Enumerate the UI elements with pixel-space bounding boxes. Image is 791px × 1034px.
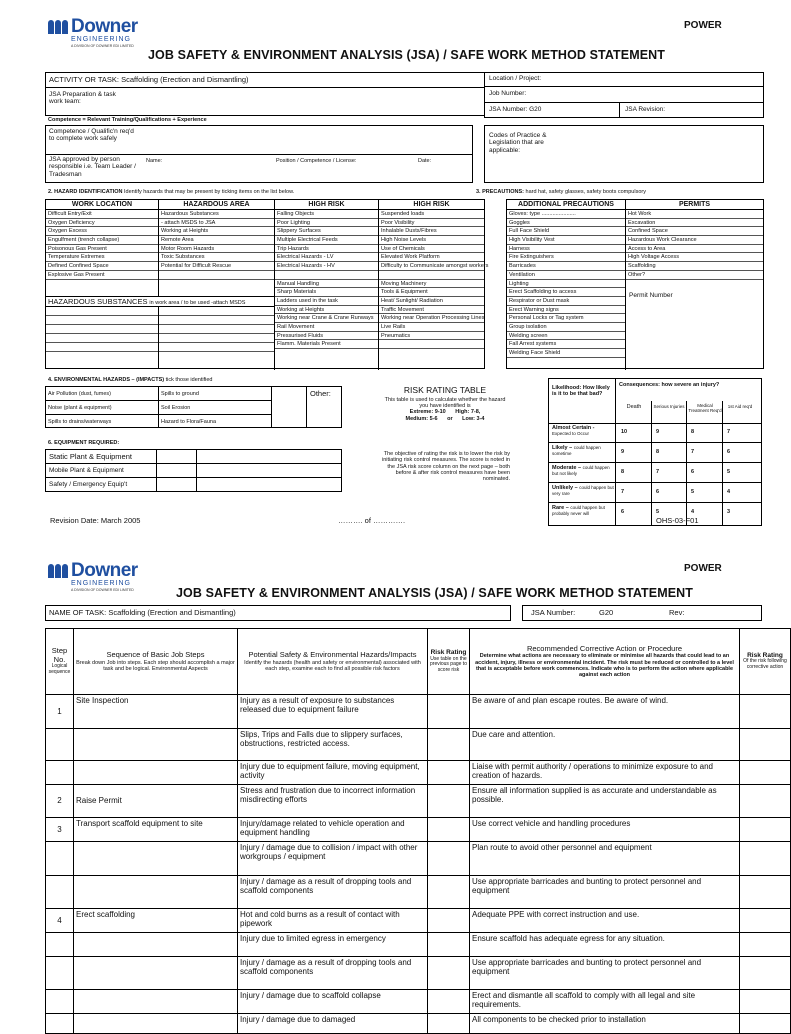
list-item[interactable]: Engulfment (trench collapse) [46, 236, 158, 245]
list-item[interactable]: Inhalable Dusts/Fibres [379, 227, 484, 236]
risk-after-cell[interactable] [740, 990, 791, 1014]
precautions-heading: 3. PRECAUTIONS: [476, 189, 524, 195]
risk-cell: 9 [621, 449, 625, 455]
risk-cell: 8 [656, 449, 660, 455]
col-sequence: Sequence of Basic Job Steps [106, 649, 205, 659]
col-potential: Potential Safety & Environmental Hazards/Impacts [248, 649, 417, 659]
equipment-item: Static Plant & Equipment [49, 452, 132, 461]
risk-cell: 7 [656, 469, 660, 475]
risk-after-cell[interactable] [740, 785, 791, 818]
risk-cell: 6 [621, 509, 625, 515]
environmental-table [45, 386, 342, 428]
list-item[interactable]: Working at Heights [159, 227, 274, 236]
step-action: Liaise with permit authority / operations to minimize exposure to and creation of hazards. [470, 761, 740, 785]
downer-logo-2: Downer ENGINEERING A DIVISION OF DOWNER EDI LIMITED [48, 562, 138, 593]
table-row [46, 990, 791, 1014]
env-item[interactable]: Spills to ground [161, 391, 199, 397]
list-item[interactable]: Rail Movement [275, 323, 378, 332]
list-item[interactable]: Moving Machinery [379, 280, 484, 289]
risk-or: or [447, 415, 453, 422]
col-risk2-sub: Of the risk following corrective action [743, 658, 787, 671]
step-hazard: Injury/damage related to vehicle operation and equipment handling [238, 818, 428, 842]
risk-rating-text1: This table is used to calculate whether the hazard you have identified is [384, 396, 506, 410]
list-item[interactable]: Poor Lighting [275, 219, 378, 228]
p2-jsa-number-label: JSA Number: [531, 608, 576, 617]
power-label-2: POWER [684, 563, 722, 574]
table-row [46, 957, 791, 990]
activity-box [45, 72, 485, 116]
risk-after-cell[interactable] [740, 909, 791, 933]
risk-high: High: 7-8, [455, 409, 481, 416]
list-item[interactable]: Electrical Hazards - LV [275, 253, 378, 262]
list-item[interactable] [379, 340, 484, 349]
step-action: Erect and dismantle all scaffold to comply with all legal and site requirements. [470, 990, 740, 1014]
list-item[interactable]: Working near Crane & Crane Runways [275, 314, 378, 323]
list-item[interactable]: Trip Hazards [275, 245, 378, 254]
list-item[interactable] [275, 271, 378, 280]
step-hazard: Slips, Trips and Falls due to slippery surfaces, obstructions, restricted access. [238, 729, 428, 761]
list-item[interactable]: Remote Area [159, 236, 274, 245]
risk-before-cell[interactable] [428, 909, 470, 933]
col-risk1-sub: Use table on the previous page to score risk [430, 655, 467, 674]
risk-cell: 6 [656, 489, 660, 495]
list-item[interactable]: Working near Operation Processing Lines [381, 315, 485, 322]
step-sequence [74, 729, 238, 761]
downer-logo: Downer ENGINEERING A DIVISION OF DOWNER EDI LIMITED [48, 18, 138, 49]
risk-cell: 9 [656, 429, 660, 435]
col-additional-precautions: ADDITIONAL PRECAUTIONS [507, 200, 625, 210]
risk-cell: 8 [691, 429, 695, 435]
env-item[interactable]: Spills to drains/waterways [48, 419, 112, 425]
step-hazard: Hot and cold burns as a result of contact with pipework [238, 909, 428, 933]
page2-title: JOB SAFETY & ENVIRONMENT ANALYSIS (JSA) / SAFE WORK METHOD STATEMENT [176, 586, 694, 600]
risk-row: Rare – could happen but probably never will 6 5 4 3 [552, 505, 731, 517]
jsa-number-box [522, 605, 762, 621]
page-of: ………. of …………. [338, 516, 406, 525]
step-action: Use correct vehicle and handling procedures [470, 818, 740, 842]
hazsub-note: in work area / to be used -attach MSDS [149, 300, 246, 306]
list-item[interactable]: Scaffolding [626, 262, 763, 271]
list-item[interactable]: Electrical Hazards - HV [275, 262, 378, 271]
env-item[interactable]: Hazard to Flora/Fauna [161, 419, 217, 425]
col-potential-sub: Identify the hazards (health and safety or environmental) associated with each step, examine each to find all possible risk factors [244, 659, 421, 672]
equipment-heading: 6. EQUIPMENT REQUIRED: [48, 440, 120, 446]
list-item[interactable] [159, 271, 274, 280]
list-item[interactable]: Erect Scaffolding to access [507, 288, 625, 297]
env-item[interactable]: Air Pollution (dust, fumes) [48, 391, 111, 397]
list-item[interactable]: Gloves: type ...................... [507, 210, 625, 219]
risk-after-cell[interactable] [740, 1014, 791, 1034]
col-action-sub: Determine what actions are necessary to eliminate or minimise all hazards that could lead to an accident, injury, illness or environmental incident. The risk must be reduced or controlled to a level that is acceptable before work commences. Indicate who is to perform the action where applicable against each action [475, 653, 734, 679]
hazsub-label: HAZARDOUS SUBSTANCES [48, 297, 148, 306]
high-risk-2-list [379, 210, 489, 349]
list-item[interactable]: Traffic Movement [379, 306, 484, 315]
risk-objective-text: The objective of rating the risk is to lower the risk by initiating risk control measures. The score is noted in the JSA risk score column on the next page – both before & after risk control measures have been nominated. [382, 451, 510, 483]
list-item[interactable]: Confined Space [626, 227, 763, 236]
list-item[interactable]: Group isolation [507, 323, 625, 332]
list-item[interactable]: Difficult Entry/Exit [46, 210, 158, 219]
position-label: Position / Competence / License: [276, 158, 357, 164]
step-number: 2 [46, 785, 74, 818]
risk-before-cell[interactable] [428, 1014, 470, 1034]
hazard-id-instruction: Identify hazards that may be present by ticking items on the list below. [123, 189, 295, 195]
additional-precautions-list [507, 210, 625, 358]
list-item[interactable]: Hazardous Work Clearance [626, 236, 763, 245]
step-number [46, 990, 74, 1014]
name-of-task-value: Scaffolding (Erection and Dismantling) [108, 608, 236, 617]
risk-before-cell[interactable] [428, 842, 470, 876]
risk-after-cell[interactable] [740, 957, 791, 990]
list-item[interactable]: Fire Extinguishers [507, 253, 625, 262]
list-item[interactable]: Toxic Substances [159, 253, 274, 262]
table-row [46, 785, 791, 818]
step-number [46, 957, 74, 990]
competence-label: Competence / Qualific'n req'd to complete work safely [49, 128, 134, 143]
step-action: Adequate PPE with correct instruction and use. [470, 909, 740, 933]
step-number: 1 [46, 695, 74, 729]
hazard-id-table [45, 199, 489, 369]
step-sequence [74, 761, 238, 785]
step-hazard: Injury due to equipment failure, moving equipment, activity [238, 761, 428, 785]
job-number-label: Job Number: [489, 90, 527, 97]
risk-after-cell[interactable] [740, 933, 791, 957]
list-item[interactable]: Working at Heights [275, 306, 378, 315]
step-number: 3 [46, 818, 74, 842]
step-hazard: Stress and frustration due to incorrect information misdirecting efforts [238, 785, 428, 818]
step-hazard: Injury / damage as a result of dropping tools and scaffold components [238, 876, 428, 909]
risk-row: Almost Certain - Expected to Occur 10 9 8 7 [549, 423, 761, 443]
list-item[interactable]: Defined Confined Space [46, 262, 158, 271]
col-risk1: Risk Rating [430, 649, 467, 657]
col-high-risk-1: HIGH RISK [275, 200, 378, 210]
table-row [46, 933, 791, 957]
risk-cell: 7 [727, 429, 731, 435]
equipment-table [45, 449, 342, 492]
date-label: Date: [418, 158, 432, 164]
table-row [46, 909, 791, 933]
list-item[interactable]: Difficulty to Communicate amongst workers [381, 263, 489, 270]
risk-before-cell[interactable] [428, 990, 470, 1014]
list-item[interactable]: Sharp Materials [275, 288, 378, 297]
step-action: Use appropriate barricades and bunting to protect personnel and equipment [470, 957, 740, 990]
activity-value: Scaffolding (Erection and Dismantling) [121, 75, 249, 84]
risk-rating-heading: RISK RATING TABLE [403, 385, 487, 395]
list-item[interactable]: Manual Handling [275, 280, 378, 289]
risk-after-cell[interactable] [740, 729, 791, 761]
step-action: Plan route to avoid other personnel and equipment [470, 842, 740, 876]
risk-before-cell[interactable] [428, 729, 470, 761]
consequence-col: Serious Injuries [653, 404, 685, 409]
step-sequence [74, 933, 238, 957]
risk-matrix [548, 378, 762, 526]
risk-cell: 4 [727, 489, 731, 495]
step-hazard: Injury / damage due to scaffold collapse [238, 990, 428, 1014]
step-sequence [74, 1014, 238, 1034]
risk-cell: 7 [621, 489, 625, 495]
list-item[interactable]: High Voltage Access [626, 253, 763, 262]
list-item[interactable]: Tools & Equipment [379, 288, 484, 297]
step-action: Use appropriate barricades and bunting to protect personnel and equipment [470, 876, 740, 909]
list-item[interactable]: Excavation [626, 219, 763, 228]
list-item[interactable]: Hot Work [626, 210, 763, 219]
list-item[interactable]: Ventilation [507, 271, 625, 280]
downer-logo-mark-icon [48, 564, 68, 578]
list-item[interactable]: Flamm. Materials Present [275, 340, 378, 349]
hazard-id-heading: 2. HAZARD IDENTIFICATION [48, 189, 123, 195]
col-permits: PERMITS [626, 200, 763, 210]
col-risk2: Risk Rating [747, 652, 783, 660]
table-row [46, 729, 791, 761]
consequence-col: Death [626, 404, 642, 410]
step-number [46, 842, 74, 876]
step-sequence [74, 990, 238, 1014]
list-item[interactable]: Potential for Difficult Rescue [159, 262, 274, 271]
list-item[interactable]: Pressurised Fluids [275, 332, 378, 341]
jsa-number-label: JSA Number: [489, 106, 528, 113]
step-action: Due care and attention. [470, 729, 740, 761]
step-sequence: Erect scaffolding [74, 909, 238, 933]
step-action: Ensure scaffold has adequate egress for any situation. [470, 933, 740, 957]
competence-note: Competence = Relevant Training/Qualifications + Experience [48, 117, 207, 123]
consequence-col: 1st Aid req'd [727, 404, 753, 409]
risk-low: Low: 3-4 [462, 415, 485, 422]
location-label: Location / Project: [489, 75, 542, 82]
high-risk-1-list [275, 210, 378, 349]
risk-cell: 4 [691, 509, 695, 515]
env-item[interactable]: Noise (plant & equipment) [48, 405, 112, 411]
competence-box [45, 125, 473, 183]
step-number [46, 1014, 74, 1034]
table-row [46, 695, 791, 729]
list-item[interactable]: Slippery Surfaces [275, 227, 378, 236]
step-number [46, 729, 74, 761]
consequences-label: Consequences: how severe an injury? [619, 382, 720, 388]
list-item[interactable]: Hazardous Substances [159, 210, 274, 219]
list-item[interactable] [379, 271, 484, 280]
step-action: Be aware of and plan escape routes. Be aware of wind. [470, 695, 740, 729]
step-number [46, 933, 74, 957]
risk-cell: 10 [621, 429, 628, 435]
p2-jsa-number-value: G20 [599, 608, 614, 617]
risk-row: Unlikely – could happen but very rare 7 6 5 4 [549, 483, 761, 503]
risk-before-cell[interactable] [428, 785, 470, 818]
approved-label: JSA approved by person responsible i.e. Team Leader / Tradesman [49, 156, 136, 178]
risk-medium: Medium: 5-6 [405, 415, 438, 422]
doc-code: OHS-03-F01 [656, 516, 699, 525]
job-steps-table [45, 628, 791, 1034]
step-number: 4 [46, 909, 74, 933]
list-item[interactable]: Poisonous Gas Present [46, 245, 158, 254]
step-hazard: Injury as a result of exposure to substances released due to equipment failure [238, 695, 428, 729]
jsa-revision-label: JSA Revision: [625, 106, 666, 113]
step-action: Ensure all information supplied is as accurate and understandable as possible. [470, 785, 740, 818]
hazsub-area [46, 296, 274, 370]
list-item[interactable]: - attach MSDS to JSA [159, 219, 274, 228]
risk-before-cell[interactable] [428, 695, 470, 729]
risk-before-cell[interactable] [428, 818, 470, 842]
p2-rev-label: Rev: [669, 608, 685, 617]
list-item[interactable]: Goggles [507, 219, 625, 228]
col-high-risk-2: HIGH RISK [379, 200, 484, 210]
list-item[interactable]: Multiple Electrical Feeds [275, 236, 378, 245]
list-item[interactable]: Elevated Work Platform [379, 253, 484, 262]
step-sequence [74, 842, 238, 876]
permits-list [626, 210, 763, 280]
risk-cell: 7 [691, 449, 695, 455]
list-item[interactable]: Fall Arrest systems [507, 340, 625, 349]
list-item[interactable]: Erect Warning signs [507, 306, 625, 315]
risk-row: Likely – could happen sometime 9 8 7 6 [549, 443, 761, 463]
risk-after-cell[interactable] [740, 818, 791, 842]
list-item[interactable]: Falling Objects [275, 210, 378, 219]
list-item[interactable]: Access to Area [626, 245, 763, 254]
step-sequence: Transport scaffold equipment to site [74, 818, 238, 842]
permit-number-label: Permit Number [629, 292, 673, 299]
step-hazard: Injury due to limited egress in emergency [238, 933, 428, 957]
risk-cell: 8 [621, 469, 625, 475]
list-item[interactable]: Welding Face Shield [507, 349, 625, 358]
list-item[interactable]: Oxygen Deficiency [46, 219, 158, 228]
step-hazard: Injury / damage as a result of dropping tools and scaffold components [238, 957, 428, 990]
list-item[interactable]: Live Rails [379, 323, 484, 332]
risk-before-cell[interactable] [428, 933, 470, 957]
power-label: POWER [684, 20, 722, 31]
work-location-list [46, 210, 158, 280]
risk-rating-text [382, 386, 508, 422]
location-box [484, 72, 764, 118]
risk-after-cell[interactable] [740, 761, 791, 785]
equipment-item: Safety / Emergency Equip't [49, 481, 128, 488]
codes-box [484, 125, 764, 183]
task-name-box [45, 605, 511, 621]
consequence-col: Medical Treatment Req'd [688, 403, 722, 414]
list-item[interactable]: Motor Room Hazards [159, 245, 274, 254]
list-item[interactable]: Temperature Extremes [46, 253, 158, 262]
list-item[interactable]: Heat/ Sunlight/ Radiation [379, 297, 484, 306]
env-other-label: Other: [310, 389, 331, 398]
step-hazard: Injury / damage due to collision / impact with other workgroups / equipment [238, 842, 428, 876]
table-row [46, 842, 791, 876]
risk-cell: 3 [727, 509, 731, 515]
name-of-task-label: NAME OF TASK: [49, 608, 107, 617]
col-hazardous-area: HAZARDOUS AREA [159, 200, 274, 210]
risk-cell: 5 [727, 469, 731, 475]
step-sequence: Raise Permit [74, 785, 238, 818]
list-item[interactable]: Use of Chemicals [379, 245, 484, 254]
likelihood-label: Likelihood: How likely is it to be that bad? [552, 385, 610, 398]
col-sequence-sub: Break down Job into steps. Each step should accomplish a major task and be logical. Environmental Aspects [76, 659, 235, 672]
jsa-number-value: G20 [529, 106, 542, 113]
activity-label: ACTIVITY OR TASK: [49, 75, 120, 84]
environmental-instruction: tick those identified [165, 377, 213, 383]
downer-logo-mark-icon [48, 20, 68, 34]
list-item[interactable]: Respirator or Dust mask [507, 297, 625, 306]
step-number [46, 876, 74, 909]
risk-before-cell[interactable] [428, 761, 470, 785]
env-item[interactable]: Soil Erosion [161, 405, 191, 411]
list-item[interactable]: Lighting [507, 280, 625, 289]
page-title: JOB SAFETY & ENVIRONMENT ANALYSIS (JSA) / SAFE WORK METHOD STATEMENT [148, 48, 666, 62]
list-item[interactable]: Ladders used in the task [275, 297, 378, 306]
step-action: All components to be checked prior to installation [470, 1014, 740, 1034]
list-item[interactable]: Personal Locks or Tag system [507, 314, 625, 323]
table-row [46, 761, 791, 785]
step-sequence: Site Inspection [74, 695, 238, 729]
step-hazard: Injury / damage due to damaged [238, 1014, 428, 1034]
risk-cell: 5 [656, 509, 660, 515]
risk-before-cell[interactable] [428, 957, 470, 990]
step-sequence [74, 957, 238, 990]
list-item[interactable]: High Noise Levels [379, 236, 484, 245]
equipment-item: Mobile Plant & Equipment [49, 467, 124, 474]
list-item[interactable]: Pneumatics [379, 332, 484, 341]
list-item[interactable]: Full Face Shield [507, 227, 625, 236]
list-item[interactable]: Barricades [507, 262, 625, 271]
jsa-prep-label: JSA Preparation & task work team: [49, 91, 116, 106]
list-item[interactable]: Suspended loads [379, 210, 484, 219]
risk-row: Moderate – could happen but not likely 8 7 6 5 [549, 463, 761, 483]
table-header-row [46, 629, 791, 695]
table-row [46, 1014, 791, 1034]
table-row [46, 876, 791, 909]
risk-cell: 6 [727, 449, 731, 455]
risk-after-cell[interactable] [740, 695, 791, 729]
list-item[interactable]: Explosive Gas Present [46, 271, 158, 280]
step-number [46, 761, 74, 785]
precautions-table [506, 199, 764, 369]
codes-label: Codes of Practice & Legislation that are applicable: [489, 132, 547, 154]
hazardous-area-list [159, 210, 274, 280]
col-step: Step No. [51, 646, 68, 664]
list-item[interactable]: Harness [507, 245, 625, 254]
risk-extreme: Extreme: 9-10 [409, 409, 446, 416]
table-row [46, 818, 791, 842]
risk-cell: 6 [691, 469, 695, 475]
precautions-note: hard hat, safety glasses, safety boots compulsory [525, 189, 646, 195]
environmental-heading: 4. ENVIRONMENTAL HAZARDS – (IMPACTS) [48, 377, 165, 383]
risk-before-cell[interactable] [428, 876, 470, 909]
list-item[interactable]: Other? [626, 271, 763, 280]
risk-cell: 5 [691, 489, 695, 495]
col-work-location: WORK LOCATION [46, 200, 158, 210]
list-item[interactable]: Oxygen Excess [46, 227, 158, 236]
risk-after-cell[interactable] [740, 876, 791, 909]
col-step-sub: Logical sequence [48, 663, 71, 676]
risk-after-cell[interactable] [740, 842, 791, 876]
col-action: Recommended Corrective Action or Procedure [526, 643, 683, 653]
name-label: Name: [146, 158, 163, 164]
list-item[interactable]: Welding screen [507, 332, 625, 341]
revision-date: Revision Date: March 2005 [50, 516, 141, 525]
list-item[interactable]: Poor Visibility [379, 219, 484, 228]
list-item[interactable]: High Visibility Vest [507, 236, 625, 245]
step-sequence [74, 876, 238, 909]
